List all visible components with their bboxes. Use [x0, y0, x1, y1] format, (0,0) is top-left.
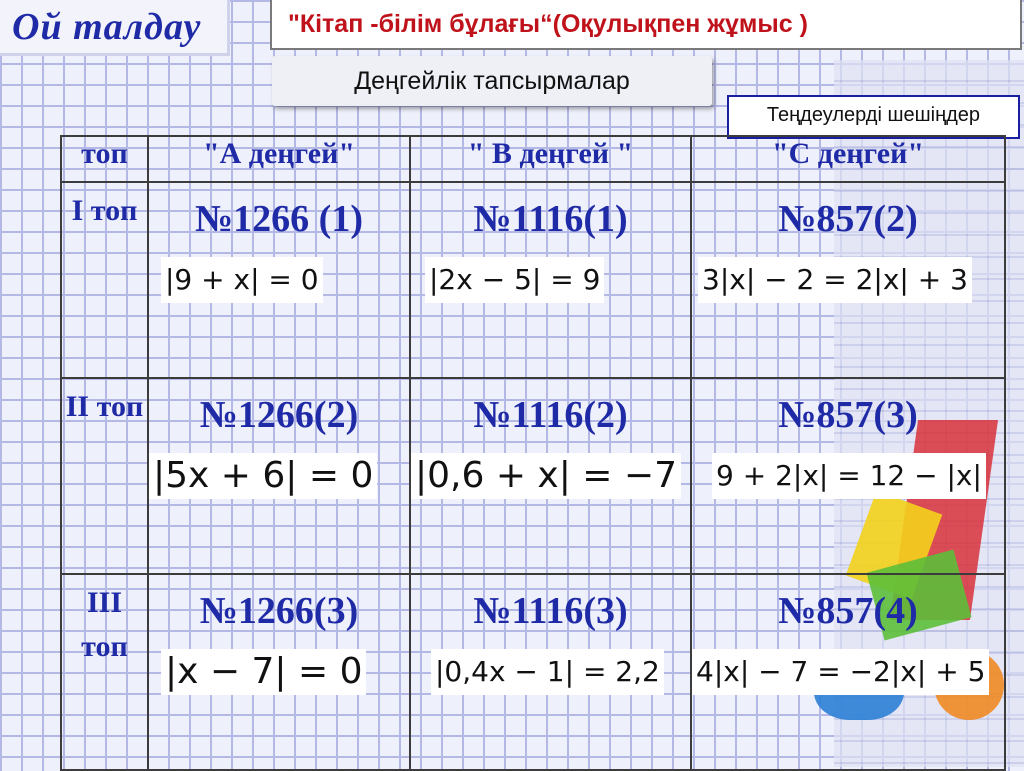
topic-title-text: "Кітап -білім бұлағы“(Оқулықпен жұмыс ) — [288, 9, 808, 38]
task-text: Теңдеулерді шешіңдер — [766, 104, 981, 126]
exercise-number: №1266(2) — [199, 394, 359, 436]
equation: 9 + 2|x| = 12 − |x| — [712, 453, 986, 499]
equation: |9 + x| = 0 — [161, 257, 323, 303]
table-row — [61, 378, 1005, 574]
exercise-number: №1266 (1) — [195, 198, 363, 240]
task-cell — [148, 574, 410, 770]
exercise-number: №1266(3) — [199, 590, 359, 632]
task-box — [727, 95, 1020, 139]
task-cell — [410, 378, 691, 574]
badge-text: Ой талдау — [12, 5, 202, 48]
slide-badge — [0, 0, 230, 56]
table-row — [61, 182, 1005, 378]
header-level-b: " В деңгей " — [410, 136, 691, 182]
task-cell — [410, 182, 691, 378]
equation: |5x + 6| = 0 — [149, 453, 377, 499]
table-row — [61, 574, 1005, 770]
task-cell — [410, 574, 691, 770]
task-cell — [148, 182, 410, 378]
task-cell — [691, 574, 1005, 770]
exercise-number: №857(2) — [778, 198, 918, 240]
subtitle-box — [272, 56, 712, 106]
header-group: топ — [61, 136, 148, 182]
equation: |0,6 + x| = −7 — [411, 453, 681, 499]
exercise-number: №857(4) — [778, 590, 918, 632]
equation: 4|x| − 7 = −2|x| + 5 — [692, 649, 989, 695]
header-level-a: "А деңгей" — [148, 136, 410, 182]
exercise-number: №1116(1) — [473, 198, 628, 240]
task-cell — [691, 378, 1005, 574]
exercise-number: №1116(3) — [473, 590, 628, 632]
levels-table — [60, 135, 1006, 771]
topic-title — [270, 0, 1022, 50]
group-label: I топ — [61, 182, 148, 378]
task-cell — [148, 378, 410, 574]
task-cell — [691, 182, 1005, 378]
exercise-number: №857(3) — [778, 394, 918, 436]
group-label: II топ — [61, 378, 148, 574]
exercise-number: №1116(2) — [473, 394, 628, 436]
group-label: III топ — [61, 574, 148, 770]
equation: |2x − 5| = 9 — [425, 257, 604, 303]
equation: |0,4x − 1| = 2,2 — [431, 649, 664, 695]
equation: |x − 7| = 0 — [161, 649, 366, 695]
equation: 3|x| − 2 = 2|x| + 3 — [698, 257, 972, 303]
subtitle-text: Деңгейлік тапсырмалар — [354, 66, 630, 95]
table-header-row — [61, 136, 1005, 182]
header-level-c: "С деңгей" — [691, 136, 1005, 182]
